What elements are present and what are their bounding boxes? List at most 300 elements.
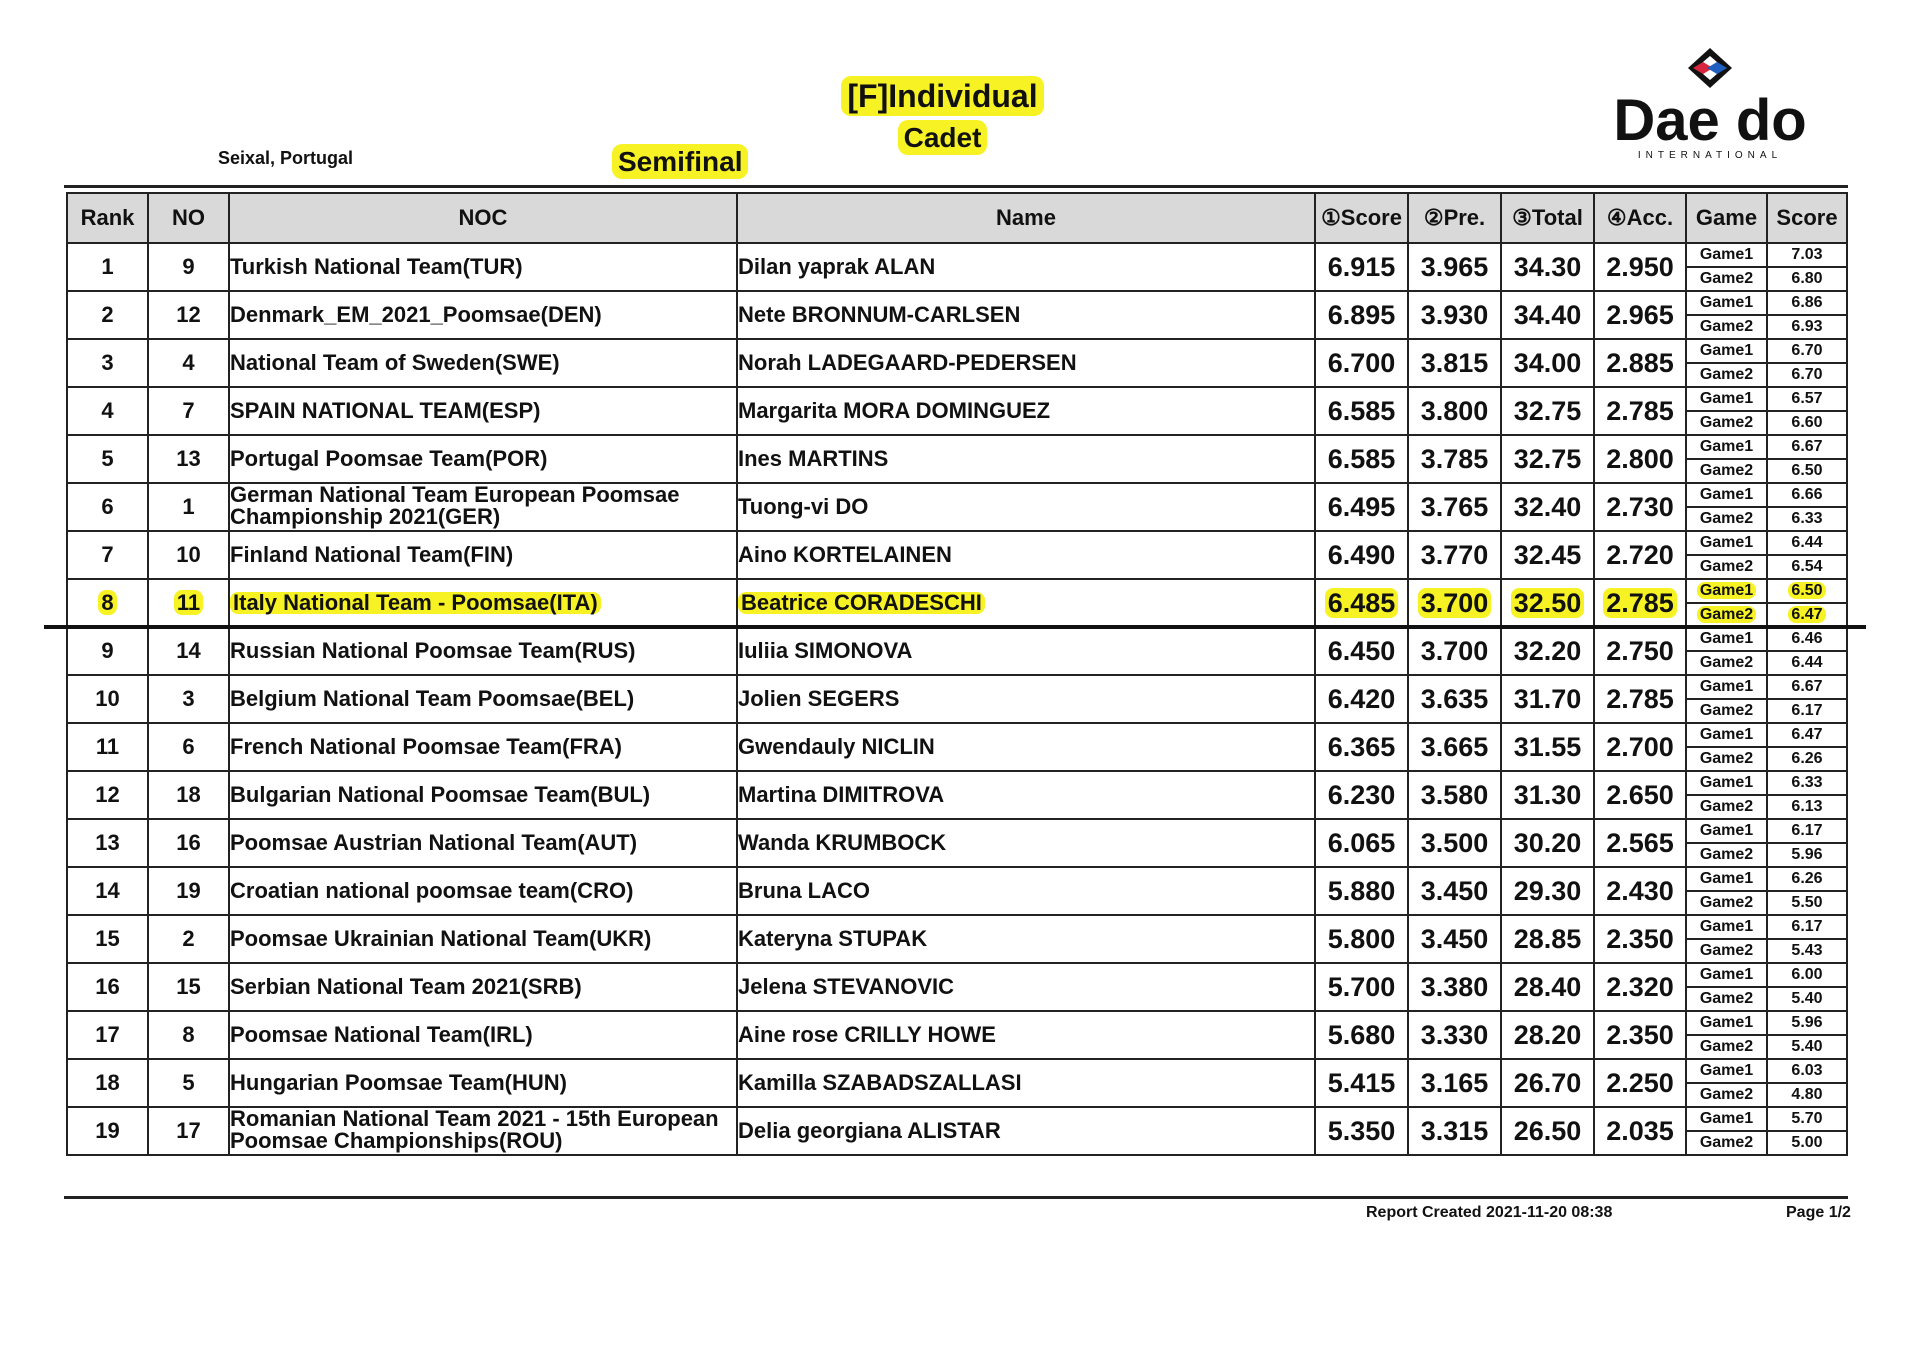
pre-cell-text: 3.330: [1420, 1019, 1489, 1050]
game-label: [1687, 1012, 1766, 1036]
game-score-text: 6.93: [1791, 318, 1823, 335]
game-score-cell: [1767, 867, 1847, 915]
total-cell-text: 32.75: [1513, 443, 1582, 474]
game-score: [1768, 1084, 1846, 1106]
header-score: ①Score: [1315, 193, 1408, 243]
game-score: [1768, 532, 1846, 556]
game-cell: [1686, 819, 1767, 867]
game-score: [1768, 1060, 1846, 1084]
game-score-text: 6.66: [1791, 486, 1823, 503]
total-cell: [1501, 531, 1594, 579]
game-label-text: Game2: [1699, 318, 1754, 335]
game-score-text: 6.03: [1791, 1062, 1823, 1079]
game-label-text: Game1: [1699, 1062, 1754, 1079]
total-cell: [1501, 243, 1594, 291]
game-label-text: Game1: [1699, 918, 1754, 935]
pre-cell: [1408, 1107, 1501, 1155]
total-cell-text: 34.40: [1513, 299, 1582, 330]
acc-cell-text: 2.785: [1606, 683, 1674, 714]
game-label-text: Game2: [1699, 510, 1754, 527]
game-score: [1768, 844, 1846, 866]
score-cell: [1315, 435, 1408, 483]
rank-cell-text: 19: [95, 1118, 120, 1143]
game-score-text: 6.26: [1791, 870, 1823, 887]
noc-cell-text: Denmark_EM_2021_Poomsae(DEN): [230, 302, 602, 327]
game-score-text: 6.33: [1791, 774, 1823, 791]
game-label: [1687, 724, 1766, 748]
pre-cell-text: 3.815: [1420, 347, 1489, 378]
no-cell: [148, 915, 229, 963]
game-cell: [1686, 627, 1767, 675]
noc-cell: [229, 1107, 737, 1155]
game-score: [1768, 556, 1846, 578]
game-label: [1687, 892, 1766, 914]
rank-cell-text: 18: [95, 1070, 120, 1095]
acc-cell-text: 2.785: [1603, 588, 1677, 618]
acc-cell: [1594, 291, 1686, 339]
header-name: Name: [737, 193, 1315, 243]
score-cell: [1315, 339, 1408, 387]
score-cell: [1315, 627, 1408, 675]
name-cell-text: Beatrice CORADESCHI: [738, 592, 985, 614]
game-score-text: 5.70: [1791, 1110, 1823, 1127]
game-label: [1687, 1084, 1766, 1106]
no-cell: [148, 627, 229, 675]
rank-cell-text: 7: [101, 542, 114, 567]
acc-cell-text: 2.750: [1606, 635, 1674, 666]
game-score: [1768, 412, 1846, 434]
acc-cell-text: 2.250: [1606, 1067, 1674, 1098]
name-cell: [737, 675, 1315, 723]
acc-cell-text: 2.650: [1606, 779, 1674, 810]
pre-cell-text: 3.450: [1420, 923, 1489, 954]
no-cell-text: 2: [182, 926, 195, 951]
rank-cell-text: 3: [101, 350, 114, 375]
title-text: [F]Individual: [841, 76, 1043, 116]
game-label: [1687, 1036, 1766, 1058]
score-cell-text: 5.415: [1327, 1067, 1396, 1098]
score-cell-text: 6.450: [1327, 635, 1396, 666]
name-cell: [737, 627, 1315, 675]
name-cell-text: Kamilla SZABADSZALLASI: [738, 1070, 1022, 1095]
game-score-cell: [1767, 1107, 1847, 1155]
game-score: [1768, 796, 1846, 818]
rank-cell: [67, 483, 148, 531]
no-cell-text: 1: [182, 494, 195, 519]
pre-cell-text: 3.580: [1420, 779, 1489, 810]
noc-cell-text: Poomsae Ukrainian National Team(UKR): [230, 926, 652, 951]
name-cell: [737, 963, 1315, 1011]
game-score-cell: [1767, 435, 1847, 483]
game-score-text: 5.40: [1791, 990, 1823, 1007]
pre-cell: [1408, 483, 1501, 531]
total-cell: [1501, 483, 1594, 531]
noc-cell-text: Hungarian Poomsae Team(HUN): [230, 1070, 567, 1095]
no-cell-text: 3: [182, 686, 195, 711]
score-cell-text: 6.915: [1327, 251, 1396, 282]
name-cell-text: Gwendauly NICLIN: [738, 734, 935, 759]
noc-cell-text: Portugal Poomsae Team(POR): [230, 446, 548, 471]
no-cell-text: 12: [176, 302, 201, 327]
rank-cell: [67, 915, 148, 963]
daedo-logo: [1610, 44, 1810, 164]
no-cell: [148, 867, 229, 915]
bottom-divider: [64, 1196, 1848, 1199]
acc-cell: [1594, 1059, 1686, 1107]
header-noc: NOC: [229, 193, 737, 243]
name-cell-text: Wanda KRUMBOCK: [738, 830, 947, 855]
score-cell-text: 6.230: [1327, 779, 1396, 810]
game-score-text: 5.43: [1791, 942, 1823, 959]
rank-cell: [67, 675, 148, 723]
rank-cell-text: 2: [101, 302, 114, 327]
game-score: [1768, 892, 1846, 914]
game-label-text: Game1: [1699, 1110, 1754, 1127]
rank-cell: [67, 387, 148, 435]
game-label: [1687, 1132, 1766, 1154]
total-cell-text: 28.20: [1513, 1019, 1582, 1050]
game-label-text: Game2: [1699, 270, 1754, 287]
no-cell: [148, 1059, 229, 1107]
rank-cell-text: 13: [95, 830, 120, 855]
acc-cell: [1594, 723, 1686, 771]
acc-cell: [1594, 531, 1686, 579]
game-label-text: Game1: [1699, 774, 1754, 791]
name-cell: [737, 579, 1315, 627]
acc-cell: [1594, 915, 1686, 963]
noc-cell: [229, 483, 737, 531]
game-score: [1768, 1012, 1846, 1036]
game-score: [1768, 604, 1846, 626]
game-label-text: Game2: [1699, 654, 1754, 671]
game-label-text: Game1: [1699, 342, 1754, 359]
total-cell-text: 32.50: [1511, 588, 1585, 618]
name-cell: [737, 915, 1315, 963]
game-score-text: 6.67: [1791, 438, 1823, 455]
acc-cell: [1594, 387, 1686, 435]
total-cell-text: 31.30: [1513, 779, 1582, 810]
pre-cell-text: 3.165: [1420, 1067, 1489, 1098]
no-cell: [148, 819, 229, 867]
noc-cell: [229, 675, 737, 723]
game-score-cell: [1767, 387, 1847, 435]
table-row: [67, 1107, 1847, 1155]
name-cell: [737, 291, 1315, 339]
acc-cell: [1594, 435, 1686, 483]
game-score-text: 6.00: [1791, 966, 1823, 983]
logo-brand-text: Dae do: [1613, 88, 1807, 153]
total-cell: [1501, 723, 1594, 771]
name-cell: [737, 435, 1315, 483]
header-game-score: Score: [1767, 193, 1847, 243]
game-label: [1687, 292, 1766, 316]
rank-cell-text: 10: [95, 686, 120, 711]
noc-cell: [229, 435, 737, 483]
noc-cell: [229, 531, 737, 579]
game-score-text: 6.17: [1791, 918, 1823, 935]
table-row: [67, 483, 1847, 531]
noc-cell-text: Russian National Poomsae Team(RUS): [230, 638, 636, 663]
name-cell-text: Ines MARTINS: [738, 446, 889, 471]
rank-cell: [67, 291, 148, 339]
game-score: [1768, 916, 1846, 940]
acc-cell-text: 2.430: [1606, 875, 1674, 906]
game-score-text: 6.17: [1791, 822, 1823, 839]
table-row: [67, 627, 1847, 675]
noc-cell: [229, 1059, 737, 1107]
game-score-cell: [1767, 915, 1847, 963]
acc-cell: [1594, 579, 1686, 627]
game-score-cell: [1767, 819, 1847, 867]
game-cell: [1686, 963, 1767, 1011]
game-score: [1768, 340, 1846, 364]
name-cell: [737, 1011, 1315, 1059]
acc-cell: [1594, 771, 1686, 819]
total-cell: [1501, 963, 1594, 1011]
pre-cell: [1408, 531, 1501, 579]
noc-cell: [229, 771, 737, 819]
pre-cell: [1408, 675, 1501, 723]
rank-cell: [67, 771, 148, 819]
acc-cell-text: 2.350: [1606, 923, 1674, 954]
game-score-text: 5.96: [1791, 846, 1823, 863]
no-cell: [148, 771, 229, 819]
total-cell: [1501, 1107, 1594, 1155]
pre-cell: [1408, 723, 1501, 771]
score-cell: [1315, 771, 1408, 819]
game-score-cell: [1767, 1059, 1847, 1107]
no-cell-text: 14: [176, 638, 201, 663]
pre-cell: [1408, 435, 1501, 483]
acc-cell-text: 2.320: [1606, 971, 1674, 1002]
game-score: [1768, 868, 1846, 892]
game-cell: [1686, 771, 1767, 819]
table-row: [67, 771, 1847, 819]
game-label: [1687, 748, 1766, 770]
score-cell-text: 6.365: [1327, 731, 1396, 762]
name-cell-text: Iuliia SIMONOVA: [738, 638, 913, 663]
game-label: [1687, 652, 1766, 674]
pre-cell: [1408, 819, 1501, 867]
diamond-logo-icon: [1610, 44, 1810, 164]
page-title: [0, 78, 1885, 115]
name-cell: [737, 723, 1315, 771]
game-score: [1768, 244, 1846, 268]
total-cell-text: 32.45: [1513, 539, 1582, 570]
rank-cell-text: 14: [95, 878, 120, 903]
game-label: [1687, 700, 1766, 722]
table-row: [67, 435, 1847, 483]
game-score-text: 6.44: [1791, 534, 1823, 551]
acc-cell: [1594, 243, 1686, 291]
score-cell-text: 6.585: [1327, 395, 1396, 426]
no-cell: [148, 579, 229, 627]
game-score: [1768, 820, 1846, 844]
total-cell: [1501, 1059, 1594, 1107]
no-cell: [148, 483, 229, 531]
rank-cell-text: 9: [101, 638, 114, 663]
noc-cell-text: Bulgarian National Poomsae Team(BUL): [230, 782, 651, 807]
game-label: [1687, 340, 1766, 364]
pre-cell-text: 3.635: [1420, 683, 1489, 714]
game-score-text: 4.80: [1791, 1086, 1823, 1103]
game-cell: [1686, 1107, 1767, 1155]
game-label: [1687, 916, 1766, 940]
score-cell-text: 6.700: [1327, 347, 1396, 378]
noc-cell: [229, 291, 737, 339]
game-label-text: Game1: [1699, 1014, 1754, 1031]
noc-cell-text: National Team of Sweden(SWE): [230, 350, 560, 375]
acc-cell-text: 2.785: [1606, 395, 1674, 426]
game-score-text: 6.26: [1791, 750, 1823, 767]
noc-cell: [229, 963, 737, 1011]
game-score: [1768, 988, 1846, 1010]
total-cell-text: 28.85: [1513, 923, 1582, 954]
score-cell-text: 6.585: [1327, 443, 1396, 474]
game-label-text: Game1: [1699, 438, 1754, 455]
game-label-text: Game1: [1699, 294, 1754, 311]
rank-cell-text: 12: [95, 782, 120, 807]
acc-cell-text: 2.565: [1606, 827, 1674, 858]
no-cell: [148, 1011, 229, 1059]
pre-cell: [1408, 963, 1501, 1011]
pre-cell-text: 3.930: [1420, 299, 1489, 330]
game-label: [1687, 1108, 1766, 1132]
game-label: [1687, 964, 1766, 988]
game-label-text: Game2: [1699, 1086, 1754, 1103]
results-body: [67, 243, 1847, 1155]
game-label-text: Game2: [1699, 366, 1754, 383]
game-score: [1768, 940, 1846, 962]
game-score-cell: [1767, 339, 1847, 387]
name-cell: [737, 867, 1315, 915]
game-score-text: 7.03: [1791, 246, 1823, 263]
name-cell: [737, 1107, 1315, 1155]
pre-cell: [1408, 1059, 1501, 1107]
pre-cell-text: 3.785: [1420, 443, 1489, 474]
acc-cell-text: 2.965: [1606, 299, 1674, 330]
game-label: [1687, 628, 1766, 652]
game-cell: [1686, 915, 1767, 963]
rank-cell-text: 8: [98, 590, 116, 615]
game-score: [1768, 364, 1846, 386]
top-divider: [64, 185, 1848, 188]
pre-cell: [1408, 627, 1501, 675]
game-score-text: 6.47: [1791, 726, 1823, 743]
pre-cell: [1408, 243, 1501, 291]
score-cell: [1315, 291, 1408, 339]
game-cell: [1686, 531, 1767, 579]
game-score-text: 6.60: [1791, 414, 1823, 431]
game-score: [1768, 700, 1846, 722]
name-cell: [737, 483, 1315, 531]
game-cell: [1686, 291, 1767, 339]
pre-cell: [1408, 771, 1501, 819]
score-cell-text: 6.485: [1325, 588, 1399, 618]
no-cell-text: 13: [176, 446, 201, 471]
acc-cell-text: 2.350: [1606, 1019, 1674, 1050]
table-row: [67, 1059, 1847, 1107]
game-cell: [1686, 483, 1767, 531]
pre-cell-text: 3.800: [1420, 395, 1489, 426]
game-label: [1687, 388, 1766, 412]
noc-cell-text: Romanian National Team 2021 - 15th European Poomsae Championships(ROU): [230, 1106, 719, 1153]
location-text: Seixal, Portugal: [218, 148, 354, 168]
phase-label: [612, 146, 748, 178]
score-cell-text: 6.895: [1327, 299, 1396, 330]
game-label: [1687, 940, 1766, 962]
rank-cell: [67, 1107, 148, 1155]
name-cell: [737, 243, 1315, 291]
rank-cell: [67, 627, 148, 675]
game-score-text: 6.50: [1791, 462, 1823, 479]
acc-cell: [1594, 1011, 1686, 1059]
acc-cell: [1594, 627, 1686, 675]
name-cell-text: Margarita MORA DOMINGUEZ: [738, 398, 1051, 423]
game-cell: [1686, 723, 1767, 771]
game-label-text: Game2: [1699, 990, 1754, 1007]
table-row: [67, 819, 1847, 867]
no-cell-text: 9: [182, 254, 195, 279]
game-score-text: 5.00: [1791, 1134, 1823, 1151]
acc-cell: [1594, 675, 1686, 723]
game-label: [1687, 436, 1766, 460]
game-score: [1768, 772, 1846, 796]
game-score-text: 6.80: [1791, 270, 1823, 287]
game-label: [1687, 556, 1766, 578]
score-cell: [1315, 675, 1408, 723]
table-row: [67, 723, 1847, 771]
acc-cell-text: 2.720: [1606, 539, 1674, 570]
total-cell: [1501, 387, 1594, 435]
table-row: [67, 531, 1847, 579]
game-score-text: 6.13: [1791, 798, 1823, 815]
table-row: [67, 243, 1847, 291]
no-cell-text: 7: [182, 398, 195, 423]
acc-cell-text: 2.950: [1606, 251, 1674, 282]
name-cell: [737, 387, 1315, 435]
game-label-text: Game2: [1699, 1134, 1754, 1151]
score-cell: [1315, 1107, 1408, 1155]
game-score: [1768, 1108, 1846, 1132]
game-label: [1687, 532, 1766, 556]
score-cell: [1315, 963, 1408, 1011]
game-cell: [1686, 1011, 1767, 1059]
game-label: [1687, 460, 1766, 482]
total-cell-text: 32.75: [1513, 395, 1582, 426]
game-score: [1768, 388, 1846, 412]
name-cell-text: Aine rose CRILLY HOWE: [738, 1022, 996, 1047]
game-score-text: 6.67: [1791, 678, 1823, 695]
no-cell: [148, 963, 229, 1011]
noc-cell: [229, 339, 737, 387]
noc-cell-text: Finland National Team(FIN): [230, 542, 514, 567]
game-score-text: 6.17: [1791, 702, 1823, 719]
pre-cell-text: 3.450: [1420, 875, 1489, 906]
game-label-text: Game1: [1699, 678, 1754, 695]
game-label-text: Game2: [1699, 942, 1754, 959]
no-cell-text: 18: [176, 782, 201, 807]
no-cell-text: 19: [176, 878, 201, 903]
game-label-text: Game1: [1699, 822, 1754, 839]
game-label: [1687, 364, 1766, 386]
table-row: [67, 1011, 1847, 1059]
noc-cell: [229, 243, 737, 291]
no-cell-text: 10: [176, 542, 201, 567]
game-score: [1768, 508, 1846, 530]
score-cell: [1315, 819, 1408, 867]
game-score: [1768, 724, 1846, 748]
